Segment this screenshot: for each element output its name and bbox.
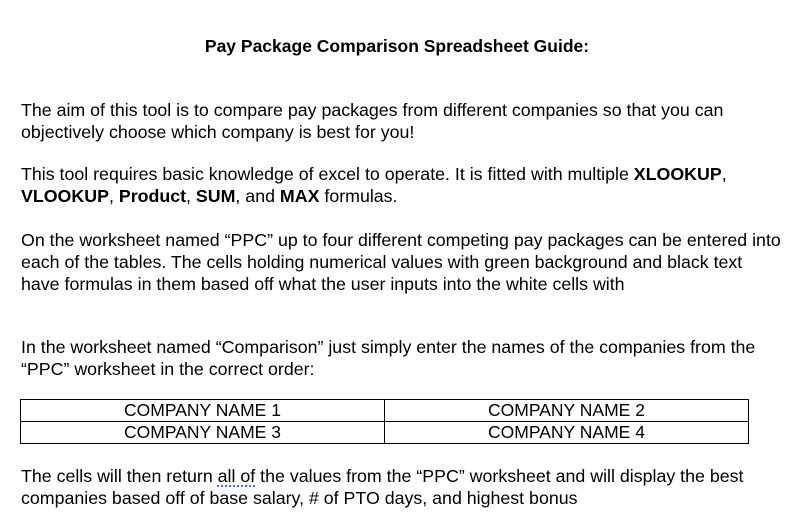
separator-text: , — [186, 186, 196, 206]
formula-max: MAX — [279, 186, 320, 206]
intro-paragraph: The aim of this tool is to compare pay packages from different companies so that you can objectively choose which company is best for you! — [21, 100, 724, 142]
requirements-paragraph — [21, 163, 781, 207]
table-cell: COMPANY NAME 4 — [385, 422, 749, 444]
requirements-intro-text: This tool requires basic knowledge of excel to operate. It is fitted with multiple — [21, 164, 634, 184]
formula-vlookup: VLOOKUP — [21, 186, 109, 206]
separator-text: , — [721, 164, 727, 184]
results-text-before: The cells will then return — [21, 466, 218, 486]
table-row — [21, 400, 749, 422]
separator-text: , — [108, 186, 119, 206]
grammar-flagged-text[interactable]: all of — [217, 466, 256, 486]
separator-text: , and — [235, 186, 280, 206]
formula-product: Product — [118, 186, 187, 206]
table-cell: COMPANY NAME 2 — [385, 400, 749, 422]
comparison-worksheet-paragraph: In the worksheet named “Comparison” just simply enter the names of the companies from the “PPC” worksheet in the correct order: — [21, 337, 756, 379]
formula-xlookup: XLOOKUP — [633, 164, 722, 184]
results-paragraph — [21, 465, 781, 509]
document-title: Pay Package Comparison Spreadsheet Guide: — [204, 36, 590, 56]
table-row — [21, 422, 749, 444]
table-cell: COMPANY NAME 3 — [21, 422, 385, 444]
ppc-worksheet-paragraph: On the worksheet named “PPC” up to four different competing pay packages can be entered into each of the tables. The cells holding numerical values with green background and black text have formulas in them based off what the user inputs into the white cells with — [21, 230, 781, 294]
results-text-after: the values from the “PPC” worksheet and will display the best companies based off of base salary, # of PTO days, and highest bonus — [21, 466, 744, 508]
formula-sum: SUM — [195, 186, 236, 206]
table-cell: COMPANY NAME 1 — [21, 400, 385, 422]
requirements-outro-text: formulas. — [319, 186, 398, 206]
company-name-table — [20, 399, 749, 444]
